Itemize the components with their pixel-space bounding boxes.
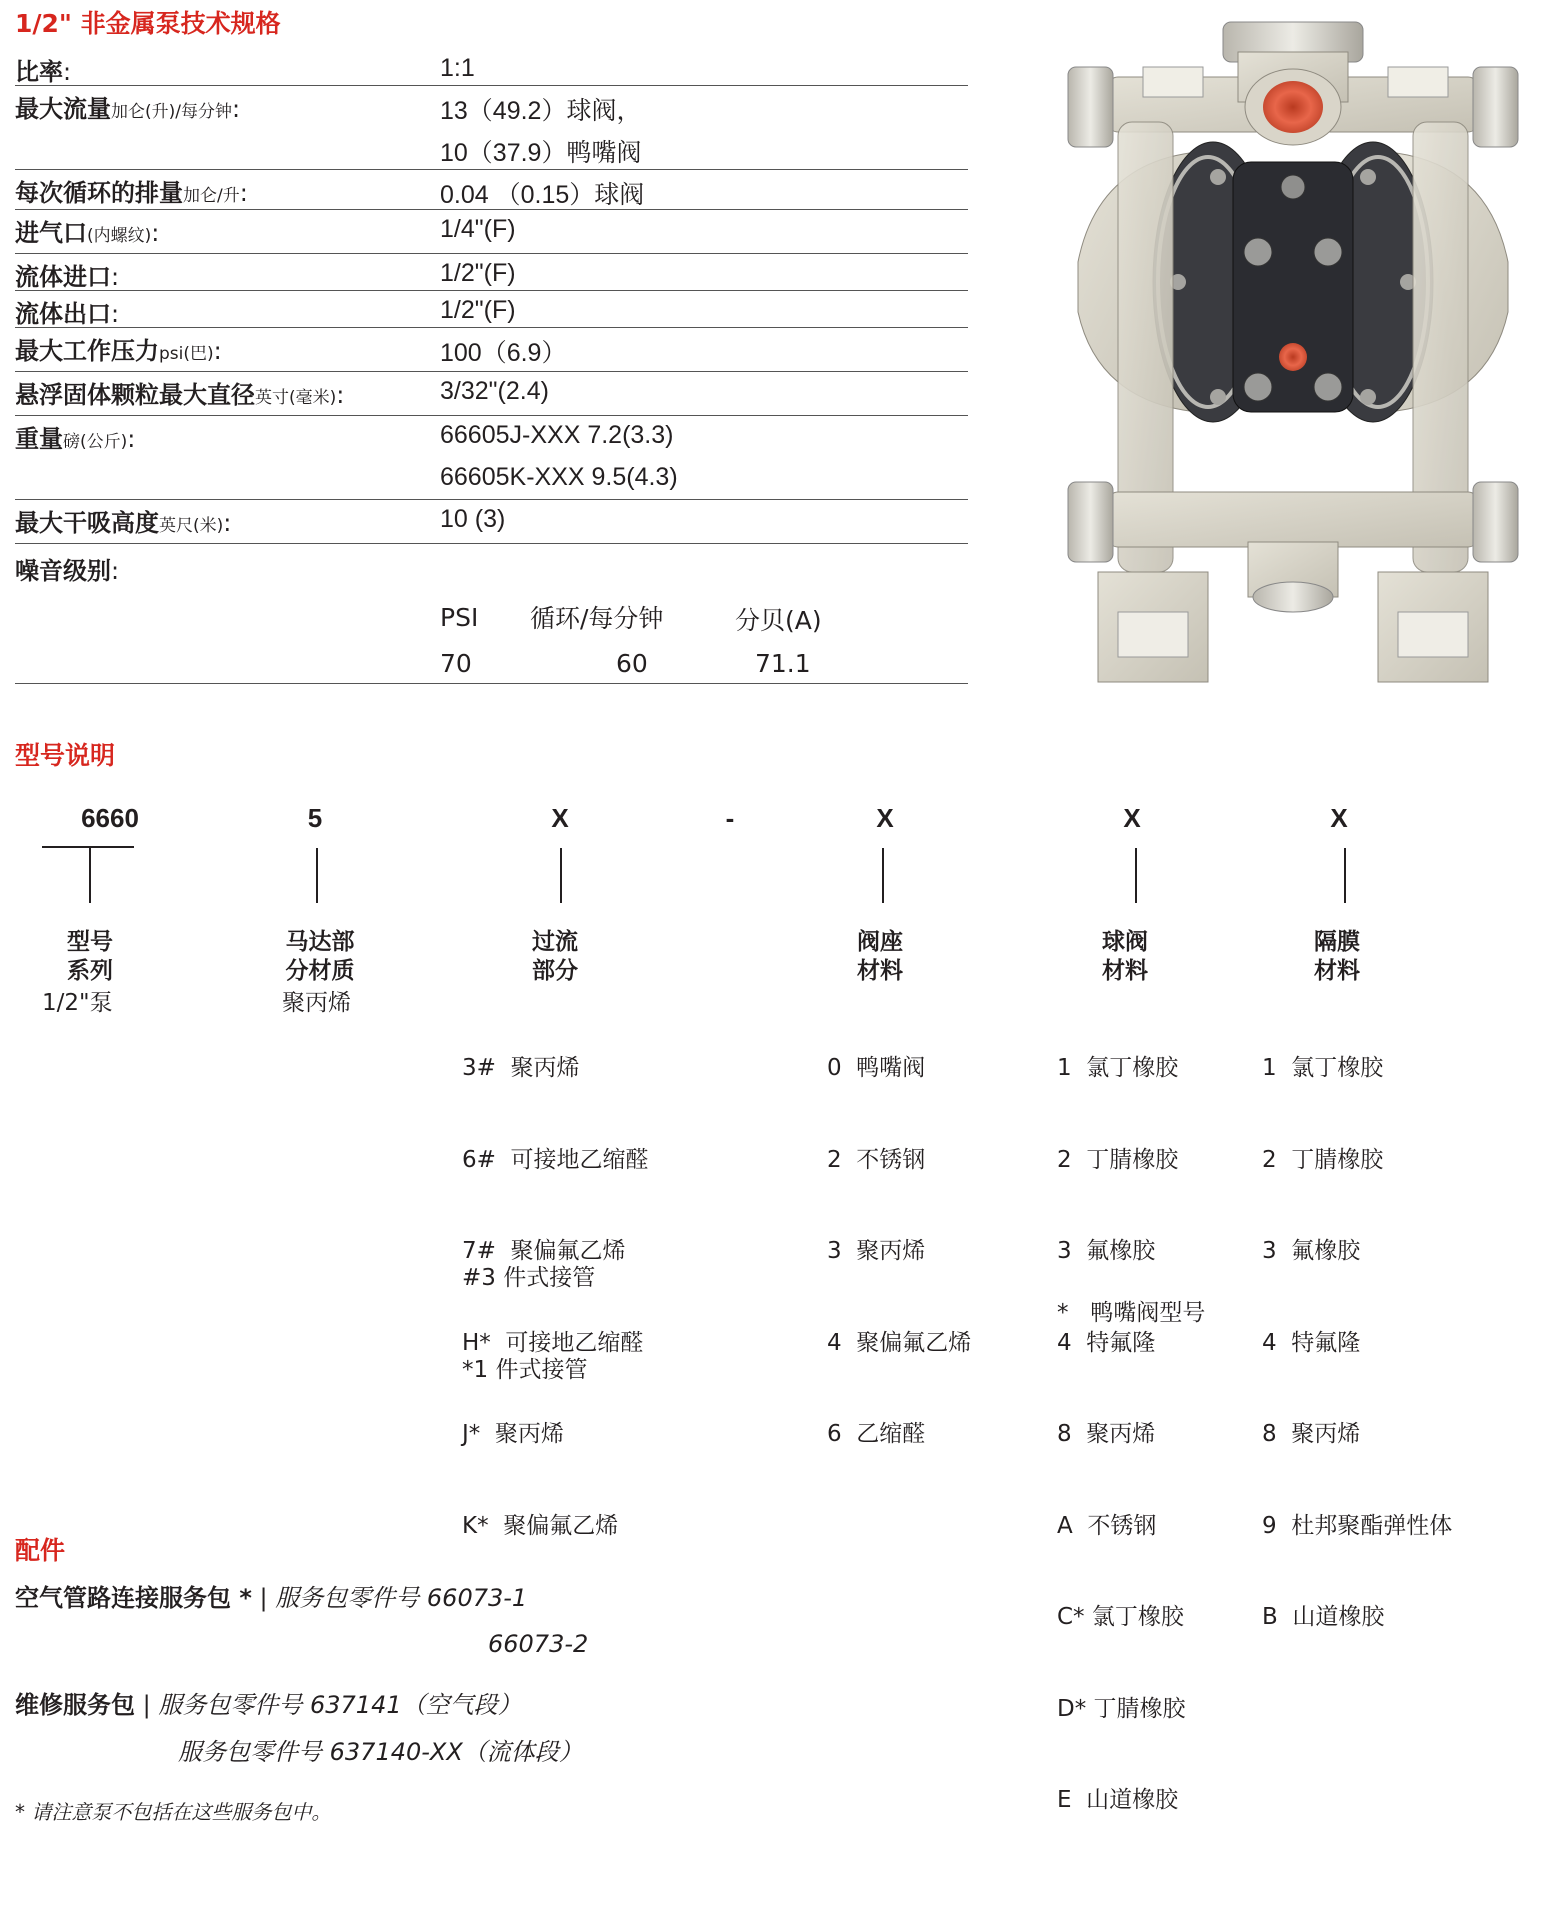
seat-connector: [882, 848, 884, 903]
spec-label: 噪音级别:: [15, 557, 120, 585]
spec-label: 最大流量加仑(升)/每分钟:: [15, 95, 241, 123]
model-code-series: 6660: [81, 803, 139, 833]
spec-label: 流体出口:: [15, 300, 120, 328]
model-code-wetted: X: [551, 803, 569, 833]
col-wetted-items: 3# 聚丙烯 6# 可接地乙缩醛 7# 聚偏氟乙烯 H* 可接地乙缩醛 J* 聚丙烯 K* 聚偏氟乙烯: [462, 1055, 649, 1539]
col-ball-head: 球阀 材料: [1102, 929, 1148, 984]
spec-label: 悬浮固体颗粒最大直径英寸(毫米):: [15, 381, 345, 409]
col-seat-head: 阀座 材料: [857, 929, 903, 984]
spec-row: [15, 290, 968, 328]
noise-value-cycles: 60: [616, 649, 648, 678]
spec-label: 流体进口:: [15, 263, 120, 291]
col-wetted-head: 过流 部分: [532, 929, 578, 984]
series-underline: [42, 846, 134, 848]
spec-row: [15, 415, 968, 500]
spec-label: 比率:: [15, 58, 72, 86]
spec-value: 13（49.2）球阀，: [440, 97, 642, 125]
model-code-seat: X: [876, 803, 894, 833]
spec-label: 每次循环的排量加仑/升:: [15, 179, 248, 207]
col-motor-items: 聚丙烯: [282, 990, 351, 1016]
repair-kit-line: 维修服务包 | 服务包零件号 637141（空气段）: [15, 1691, 522, 1719]
spec-label: 重量磅(公斤):: [15, 425, 136, 453]
noise-value-db: 71.1: [755, 649, 811, 678]
spec-row: [15, 209, 968, 254]
model-code-diaphragm: X: [1330, 803, 1348, 833]
noise-header-cycles: 循环/每分钟: [530, 604, 664, 633]
spec-row: [15, 327, 968, 372]
noise-header-psi: PSI: [440, 603, 479, 632]
spec-row: [15, 499, 968, 544]
accessories-title: 配件: [15, 1536, 66, 1565]
col-diaphragm-head: 隔膜 材料: [1314, 929, 1360, 984]
col-ball-items: 1 氯丁橡胶 2 丁腈橡胶 3 氟橡胶 4 特氟隆 8 聚丙烯 A 不锈钢 C* 氯丁橡胶 D* 丁腈橡胶 E 山道橡胶: [1057, 1055, 1186, 1813]
spec-row: [15, 85, 968, 170]
spec-value: 1/2"(F): [440, 296, 516, 324]
spec-row: [15, 371, 968, 416]
ball-connector: [1135, 848, 1137, 903]
col-series-items: 1/2"泵: [42, 990, 113, 1016]
spec-value: 1:1: [440, 54, 475, 82]
noise-header-db: 分贝(A): [735, 606, 822, 635]
air-kit-part-2: 66073-2: [488, 1630, 589, 1658]
spec-label: 最大干吸高度英尺(米):: [15, 509, 232, 537]
wetted-connector: [560, 848, 562, 903]
model-code-dash: -: [725, 803, 735, 833]
spec-title: 1/2" 非金属泵技术规格: [15, 9, 281, 38]
col-wetted-notes: #3 件式接管 *1 件式接管: [462, 1265, 596, 1383]
spec-value: 3/32"(2.4): [440, 377, 549, 405]
spec-row: [15, 48, 968, 86]
col-diaphragm-items: 1 氯丁橡胶 2 丁腈橡胶 3 氟橡胶 4 特氟隆 8 聚丙烯 9 杜邦聚酯弹性体 B 山道橡胶: [1262, 1055, 1453, 1630]
spec-row: [15, 253, 968, 291]
spec-value: 66605K-XXX 9.5(4.3): [440, 463, 678, 491]
spec-value: 66605J-XXX 7.2(3.3): [440, 421, 674, 449]
spec-value: 1/4"(F): [440, 215, 516, 243]
col-seat-items: 0 鸭嘴阀 2 不锈钢 3 聚丙烯 4 聚偏氟乙烯 6 乙缩醛: [827, 1055, 972, 1447]
spec-label: 进气口(内螺纹):: [15, 219, 160, 247]
series-connector: [89, 848, 91, 903]
air-kit-line: 空气管路连接服务包 * | 服务包零件号 66073-1: [15, 1584, 528, 1612]
spec-label: 最大工作压力psi(巴):: [15, 337, 222, 365]
col-series-head: 型号 系列: [67, 929, 113, 984]
model-code-ball: X: [1123, 803, 1141, 833]
model-section-title: 型号说明: [15, 741, 116, 770]
repair-kit-line-2: 服务包零件号 637140-XX（流体段）: [178, 1738, 583, 1766]
col-ball-notes: * 鸭嘴阀型号: [1057, 1300, 1206, 1326]
spec-row-noise: [15, 543, 968, 583]
spec-row: [15, 169, 968, 210]
noise-table: [15, 591, 968, 684]
noise-value-psi: 70: [440, 649, 472, 678]
spec-value: 1/2"(F): [440, 259, 516, 287]
motor-connector: [316, 848, 318, 903]
footnote: * 请注意泵不包括在这些服务包中。: [15, 1800, 332, 1824]
diaphragm-connector: [1344, 848, 1346, 903]
spec-value: 0.04 （0.15）球阀: [440, 181, 645, 209]
col-motor-head: 马达部 分材质: [285, 929, 355, 984]
spec-value: 10（37.9）鸭嘴阀: [440, 139, 642, 167]
spec-value: 10 (3): [440, 505, 506, 533]
model-code-motor: 5: [307, 803, 323, 833]
pump-image: [1058, 12, 1528, 692]
spec-value: 100（6.9）: [440, 339, 567, 367]
